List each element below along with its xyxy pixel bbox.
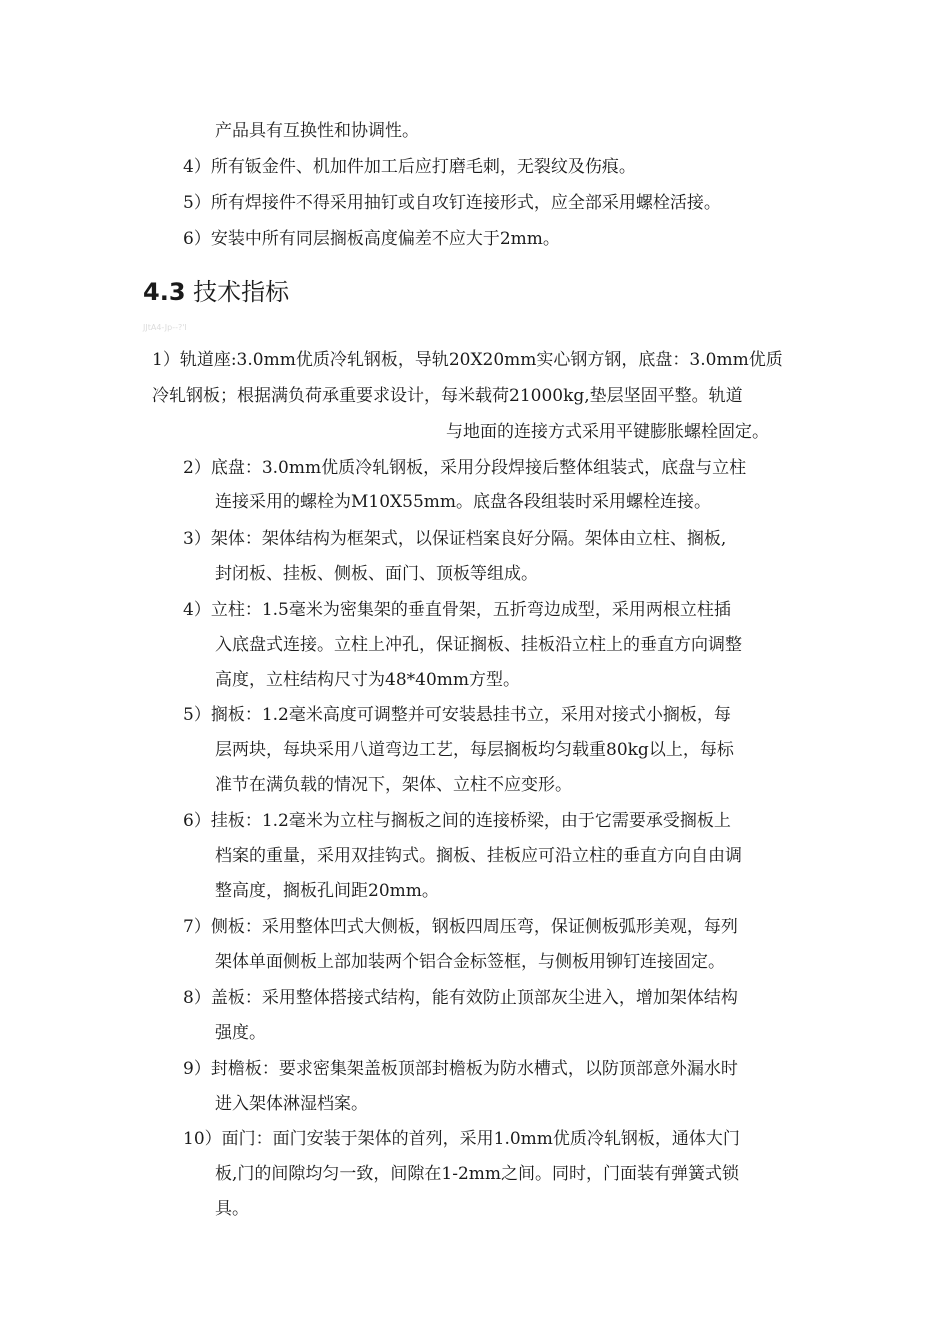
- top-item-line: 4）所有钣金件、机加件加工后应打磨毛刺，无裂纹及伤痕。: [183, 157, 636, 177]
- item-line: 强度。: [215, 1023, 266, 1043]
- item-line: 具。: [215, 1199, 249, 1219]
- section-heading: [143, 276, 289, 308]
- item-line: 5）搁板：1.2毫米高度可调整并可安装悬挂书立，采用对接式小搁板，每: [183, 705, 731, 725]
- top-item-line: 产品具有互换性和协调性。: [215, 121, 419, 141]
- item-line: 与地面的连接方式采用平键膨胀螺栓固定。: [446, 422, 769, 442]
- item-line: 2）底盘：3.0mm优质冷轧钢板，采用分段焊接后整体组装式，底盘与立柱: [183, 458, 747, 478]
- item-line: 4）立柱：1.5毫米为密集架的垂直骨架，五折弯边成型，采用两根立柱插: [183, 600, 731, 620]
- item-line: 准节在满负载的情况下，架体、立柱不应变形。: [215, 775, 572, 795]
- item-line: 档案的重量，采用双挂钩式。搁板、挂板应可沿立柱的垂直方向自由调: [215, 846, 742, 866]
- item-line: 3）架体：架体结构为框架式，以保证档案良好分隔。架体由立柱、搁板,: [183, 529, 727, 549]
- item-line: 冷轧钢板；根据满负荷承重要求设计，每米载荷21000kg,垫层坚固平整。轨道: [152, 386, 743, 406]
- item-line: 架体单面侧板上部加装两个铝合金标签框，与侧板用铆钉连接固定。: [215, 952, 725, 972]
- item-line: 入底盘式连接。立柱上冲孔，保证搁板、挂板沿立柱上的垂直方向调整: [215, 635, 742, 655]
- item-line: 层两块，每块采用八道弯边工艺，每层搁板均匀载重80kg以上，每标: [215, 740, 734, 760]
- item-line: 7）侧板：采用整体凹式大侧板，钢板四周压弯，保证侧板弧形美观，每列: [183, 917, 738, 937]
- section-number: 4.3: [143, 278, 186, 306]
- item-line: 封闭板、挂板、侧板、面门、顶板等组成。: [215, 564, 538, 584]
- item-line: 10）面门：面门安装于架体的首列，采用1.0mm优质冷轧钢板，通体大门: [183, 1129, 740, 1149]
- item-line: 连接采用的螺栓为M10X55mm。底盘各段组装时采用螺栓连接。: [215, 492, 712, 512]
- item-line: 1）轨道座:3.0mm优质冷轧钢板，导轨20X20mm实心钢方钢，底盘：3.0mm优质: [152, 350, 783, 370]
- top-item-line: 6）安装中所有同层搁板高度偏差不应大于2mm。: [183, 229, 560, 249]
- top-item-line: 5）所有焊接件不得采用抽钉或自攻钉连接形式，应全部采用螺栓活接。: [183, 193, 721, 213]
- item-line: 高度，立柱结构尺寸为48*40mm方型。: [215, 670, 521, 690]
- item-line: 整高度，搁板孔间距20mm。: [215, 881, 439, 901]
- item-line: 进入架体淋湿档案。: [215, 1094, 368, 1114]
- item-line: 8）盖板：采用整体搭接式结构，能有效防止顶部灰尘进入，增加架体结构: [183, 988, 738, 1008]
- watermark-text: JJtA4-Jp--?'I: [143, 323, 187, 332]
- item-line: 6）挂板：1.2毫米为立柱与搁板之间的连接桥梁，由于它需要承受搁板上: [183, 811, 731, 831]
- item-line: 板,门的间隙均匀一致，间隙在1-2mm之间。同时，门面装有弹簧式锁: [215, 1164, 740, 1184]
- section-title: 技术指标: [193, 278, 290, 306]
- item-line: 9）封檐板：要求密集架盖板顶部封檐板为防水槽式，以防顶部意外漏水时: [183, 1059, 738, 1079]
